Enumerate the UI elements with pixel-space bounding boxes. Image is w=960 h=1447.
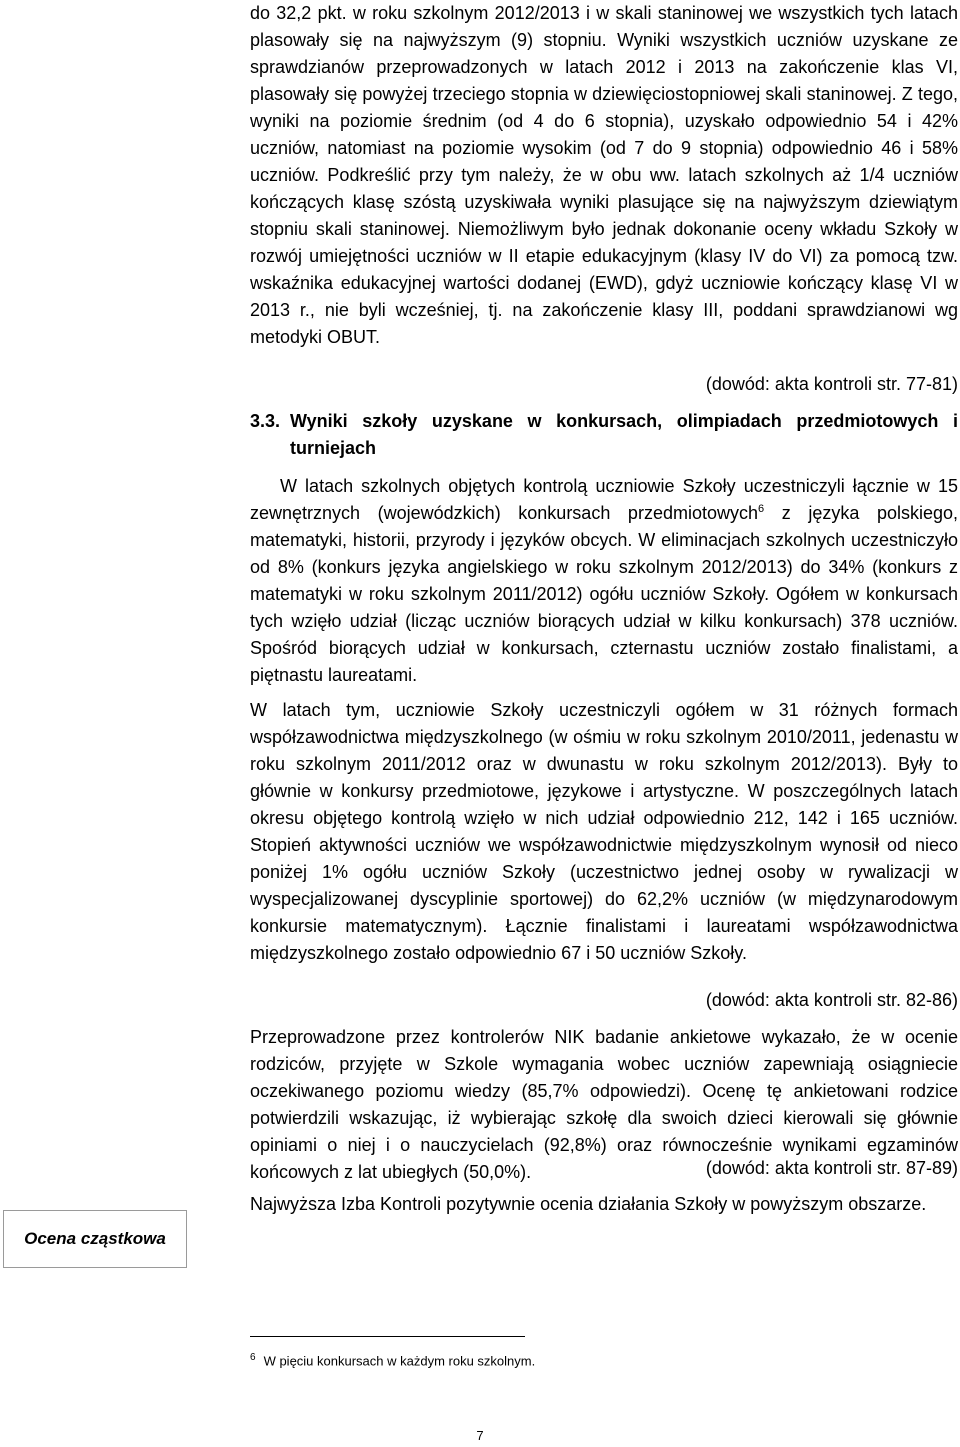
paragraph-stanine-results: do 32,2 pkt. w roku szkolnym 2012/2013 i w skali staninowej we wszystkich tych latach plasowały się na najwyższym (9) stopniu. Wyniki wszystkich uczniów uzyskane ze sprawdzianów przeprowadzonych w latach 2012 i 2013 na zakończenie klas VI, plasowały się powyżej trzeciego stopnia w dziewięciostopniowej skali staninowej. Z tego, wyniki na poziomie średnim (od 4 do 6 stopnia), uzyskało odpowiednio 54 i 42% uczniów, natomiast na poziomie wysokim (od 7 do 9 stopnia) odpowiednio 46 i 58% uczniów. Podkreślić przy tym należy, że w obu ww. latach szkolnych aż 1/4 uczniów kończących klasę szóstą uzyskiwała wyniki plasujące się na najwyższym dziewiątym stopniu skali staninowej. Niemożliwym było jednak dokonanie oceny wkładu Szkoły w rozwój umiejętności uczniów w II etapie edukacyjnym (klasy IV do VI) za pomocą tzw. wskaźnika edukacyjnej wartości dodanej (EWD), gdyż uczniowie kończący klasę VI w 2013 r., nie byli wcześniej, tj. na zakończenie klasy III, poddani sprawdzianowi wg metodyki OBUT. — [250, 3, 958, 347]
paragraph-survey: Przeprowadzone przez kontrolerów NIK badanie ankietowe wykazało, że w ocenie rodziców, przyjęte w Szkole wymagania wobec uczniów zapewniają osiągniecie oczekiwanego poziomu wiedzy (85,7% odpowiedzi). Ocenę tę ankietowani rodzice potwierdzili wskazując, iż wybierając szkołę dla swoich dzieci kierowali się głównie opiniami o niej i o nauczycielach (92,8%) oraz równocześnie wynikami egzaminów końcowych z lat ubiegłych (50,0%). — [250, 1027, 958, 1182]
partial-assessment-label: Ocena cząstkowa — [24, 1229, 166, 1248]
paragraph-interschool: W latach tym, uczniowie Szkoły uczestniczyli ogółem w 31 różnych formach współzawodnictwa międzyszkolnego (w ośmiu w roku szkolnym 2010/2011, jedenastu w roku szkolnym 2011/2012 oraz w dwunastu w roku szkolnym 2012/2013). Były to głównie w konkursy przedmiotowe, językowe i artystyczne. W poszczególnych latach okresu objętego kontrolą wzięło w nich udział odpowiednio 212, 142 i 165 uczniów. Stopień aktywności uczniów we współzawodnictwie międzyszkolnym wynosił od nieco poniżej 1% ogółu uczniów Szkoły (uczestnictwo jednej osoby w rywalizacji w wyspecjalizowanej dyscyplinie sportowej) do 62,2% uczniów (w międzynarodowym konkursie matematycznym). Łącznie finalistami i laureatami współzawodnictwa międzyszkolnego zostało odpowiednio 67 i 50 uczniów Szkoły. — [250, 700, 958, 963]
paragraph-competitions-text-cont: z języka polskiego, matematyki, historii, przyrody i języków obcych. W eliminacjach szkolnych uczestniczyło od 8% (konkurs języka angielskiego w roku szkolnym 2012/2013) do 34% (konkurs z matematyki w roku szkolnym 2011/2012) ogółu uczniów Szkoły. Ogółem w konkursach tych wzięło udział (licząc uczniów biorących udział w kilku konkursach) 378 uczniów. Spośród biorących udział w konkursach, czternastu uczniów zostało finalistami, a piętnastu laureatami. — [250, 503, 958, 685]
paragraph-competitions-text: W latach szkolnych objętych kontrolą uczniowie Szkoły uczestniczyli łącznie w 15 zewnętrznych (wojewódzkich) konkursach przedmiotowych — [250, 476, 958, 523]
partial-assessment-box — [3, 1210, 187, 1268]
footnote — [250, 1350, 535, 1369]
paragraph-competitions — [250, 473, 958, 689]
page-number: 7 — [476, 1428, 484, 1443]
section-number: 3.3. — [250, 411, 281, 431]
paragraph-assessment: Najwyższa Izba Kontroli pozytywnie ocenia działania Szkoły w powyższym obszarze. — [250, 1194, 927, 1214]
footnote-divider — [250, 1336, 525, 1337]
evidence-note: (dowód: akta kontroli str. 87-89) — [705, 1158, 958, 1178]
footnote-reference: 6 — [758, 503, 765, 515]
footnote-number: 6 — [250, 1352, 256, 1363]
section-heading — [250, 408, 958, 462]
footnote-text: W pięciu konkursach w każdym roku szkolnym. — [263, 1353, 536, 1369]
evidence-note: (dowód: akta kontroli str. 77-81) — [705, 374, 958, 394]
section-title: Wyniki szkoły uzyskane w konkursach, olimpiadach przedmiotowych i turniejach — [290, 411, 958, 458]
evidence-note: (dowód: akta kontroli str. 82-86) — [705, 990, 958, 1010]
